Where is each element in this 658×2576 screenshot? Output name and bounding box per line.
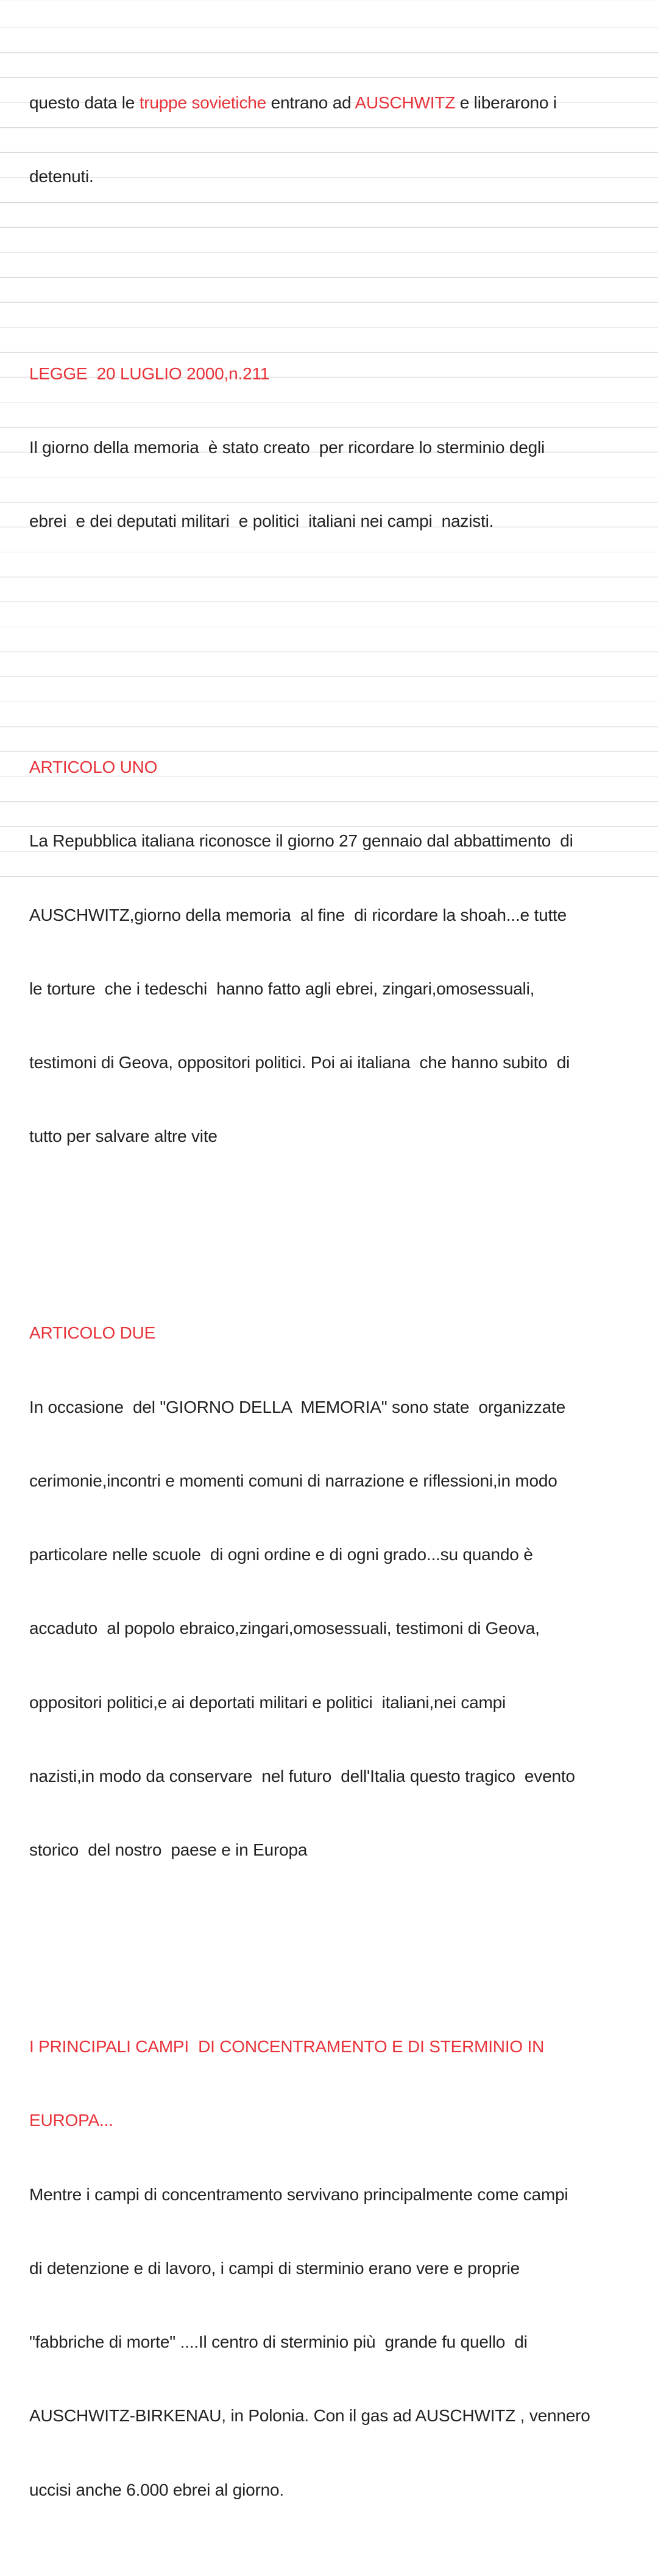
intro-line-2: detenuti. <box>29 167 94 186</box>
campi-line: uccisi anche 6.000 ebrei al giorno. <box>29 2480 284 2499</box>
intro-text: questo data le <box>29 93 140 113</box>
articolo-due-line: storico del nostro paese e in Europa <box>29 1840 308 1859</box>
articolo-uno-line: La Repubblica italiana riconosce il giorno 27 gennaio dal abbattimento di <box>29 831 573 851</box>
articolo-uno-line: tutto per salvare altre vite <box>29 1127 218 1146</box>
articolo-uno-line: testimoni di Geova, oppositori politici. Poi ai italiana che hanno subito di <box>29 1053 570 1072</box>
campi-heading: I PRINCIPALI CAMPI DI CONCENTRAMENTO E DI STERMINIO IN <box>29 2037 545 2057</box>
legge-line: ebrei e dei deputati militari e politici italiani nei campi nazisti. <box>29 512 494 531</box>
campi-heading: EUROPA... <box>29 2111 113 2130</box>
articolo-due-line: accaduto al popolo ebraico,zingari,omosessuali, testimoni di Geova, <box>29 1619 540 1638</box>
page-content <box>29 17 639 2576</box>
intro-line-1 <box>29 91 639 115</box>
spacer <box>29 263 639 287</box>
intro-text: entrano ad <box>266 93 355 113</box>
spacer <box>29 1937 639 1961</box>
articolo-due-line: particolare nelle scuole di ogni ordine e di ogni grado...su quando è <box>29 1545 533 1564</box>
articolo-due-line: nazisti,in modo da conservare nel futuro dell'Italia questo tragico evento <box>29 1766 575 1786</box>
campi-line: di detenzione e di lavoro, i campi di sterminio erano vere e proprie <box>29 2258 520 2278</box>
articolo-due-line: In occasione del "GIORNO DELLA MEMORIA" sono state organizzate <box>29 1397 565 1416</box>
spacer <box>29 608 639 681</box>
campi-line: Mentre i campi di concentramento servivano principalmente come campi <box>29 2184 568 2204</box>
legge-heading: LEGGE 20 LUGLIO 2000,n.211 <box>29 364 270 383</box>
intro-text: e liberarono i <box>455 93 557 113</box>
articolo-due-heading: ARTICOLO DUE <box>29 1323 156 1343</box>
highlight-auschwitz: AUSCHWITZ <box>355 93 456 113</box>
articolo-uno-line: AUSCHWITZ,giorno della memoria al fine di ricordare la shoah...e tutte <box>29 905 567 924</box>
articolo-due-line: oppositori politici,e ai deportati militari e politici italiani,nei campi <box>29 1692 506 1712</box>
campi-line: AUSCHWITZ-BIRKENAU, in Polonia. Con il gas ad AUSCHWITZ , vennero <box>29 2406 590 2426</box>
articolo-due-line: cerimonie,incontri e momenti comuni di narrazione e riflessioni,in modo <box>29 1471 557 1490</box>
articolo-uno-heading: ARTICOLO UNO <box>29 758 158 777</box>
legge-line: Il giorno della memoria è stato creato per ricordare lo sterminio degli <box>29 437 545 457</box>
campi-line: "fabbriche di morte" ....Il centro di sterminio più grande fu quello di <box>29 2332 528 2352</box>
spacer <box>29 1223 639 1247</box>
articolo-uno-line: le torture che i tedeschi hanno fatto agli ebrei, zingari,omosessuali, <box>29 979 535 998</box>
highlight-truppe-sovietiche: truppe sovietiche <box>139 93 266 113</box>
